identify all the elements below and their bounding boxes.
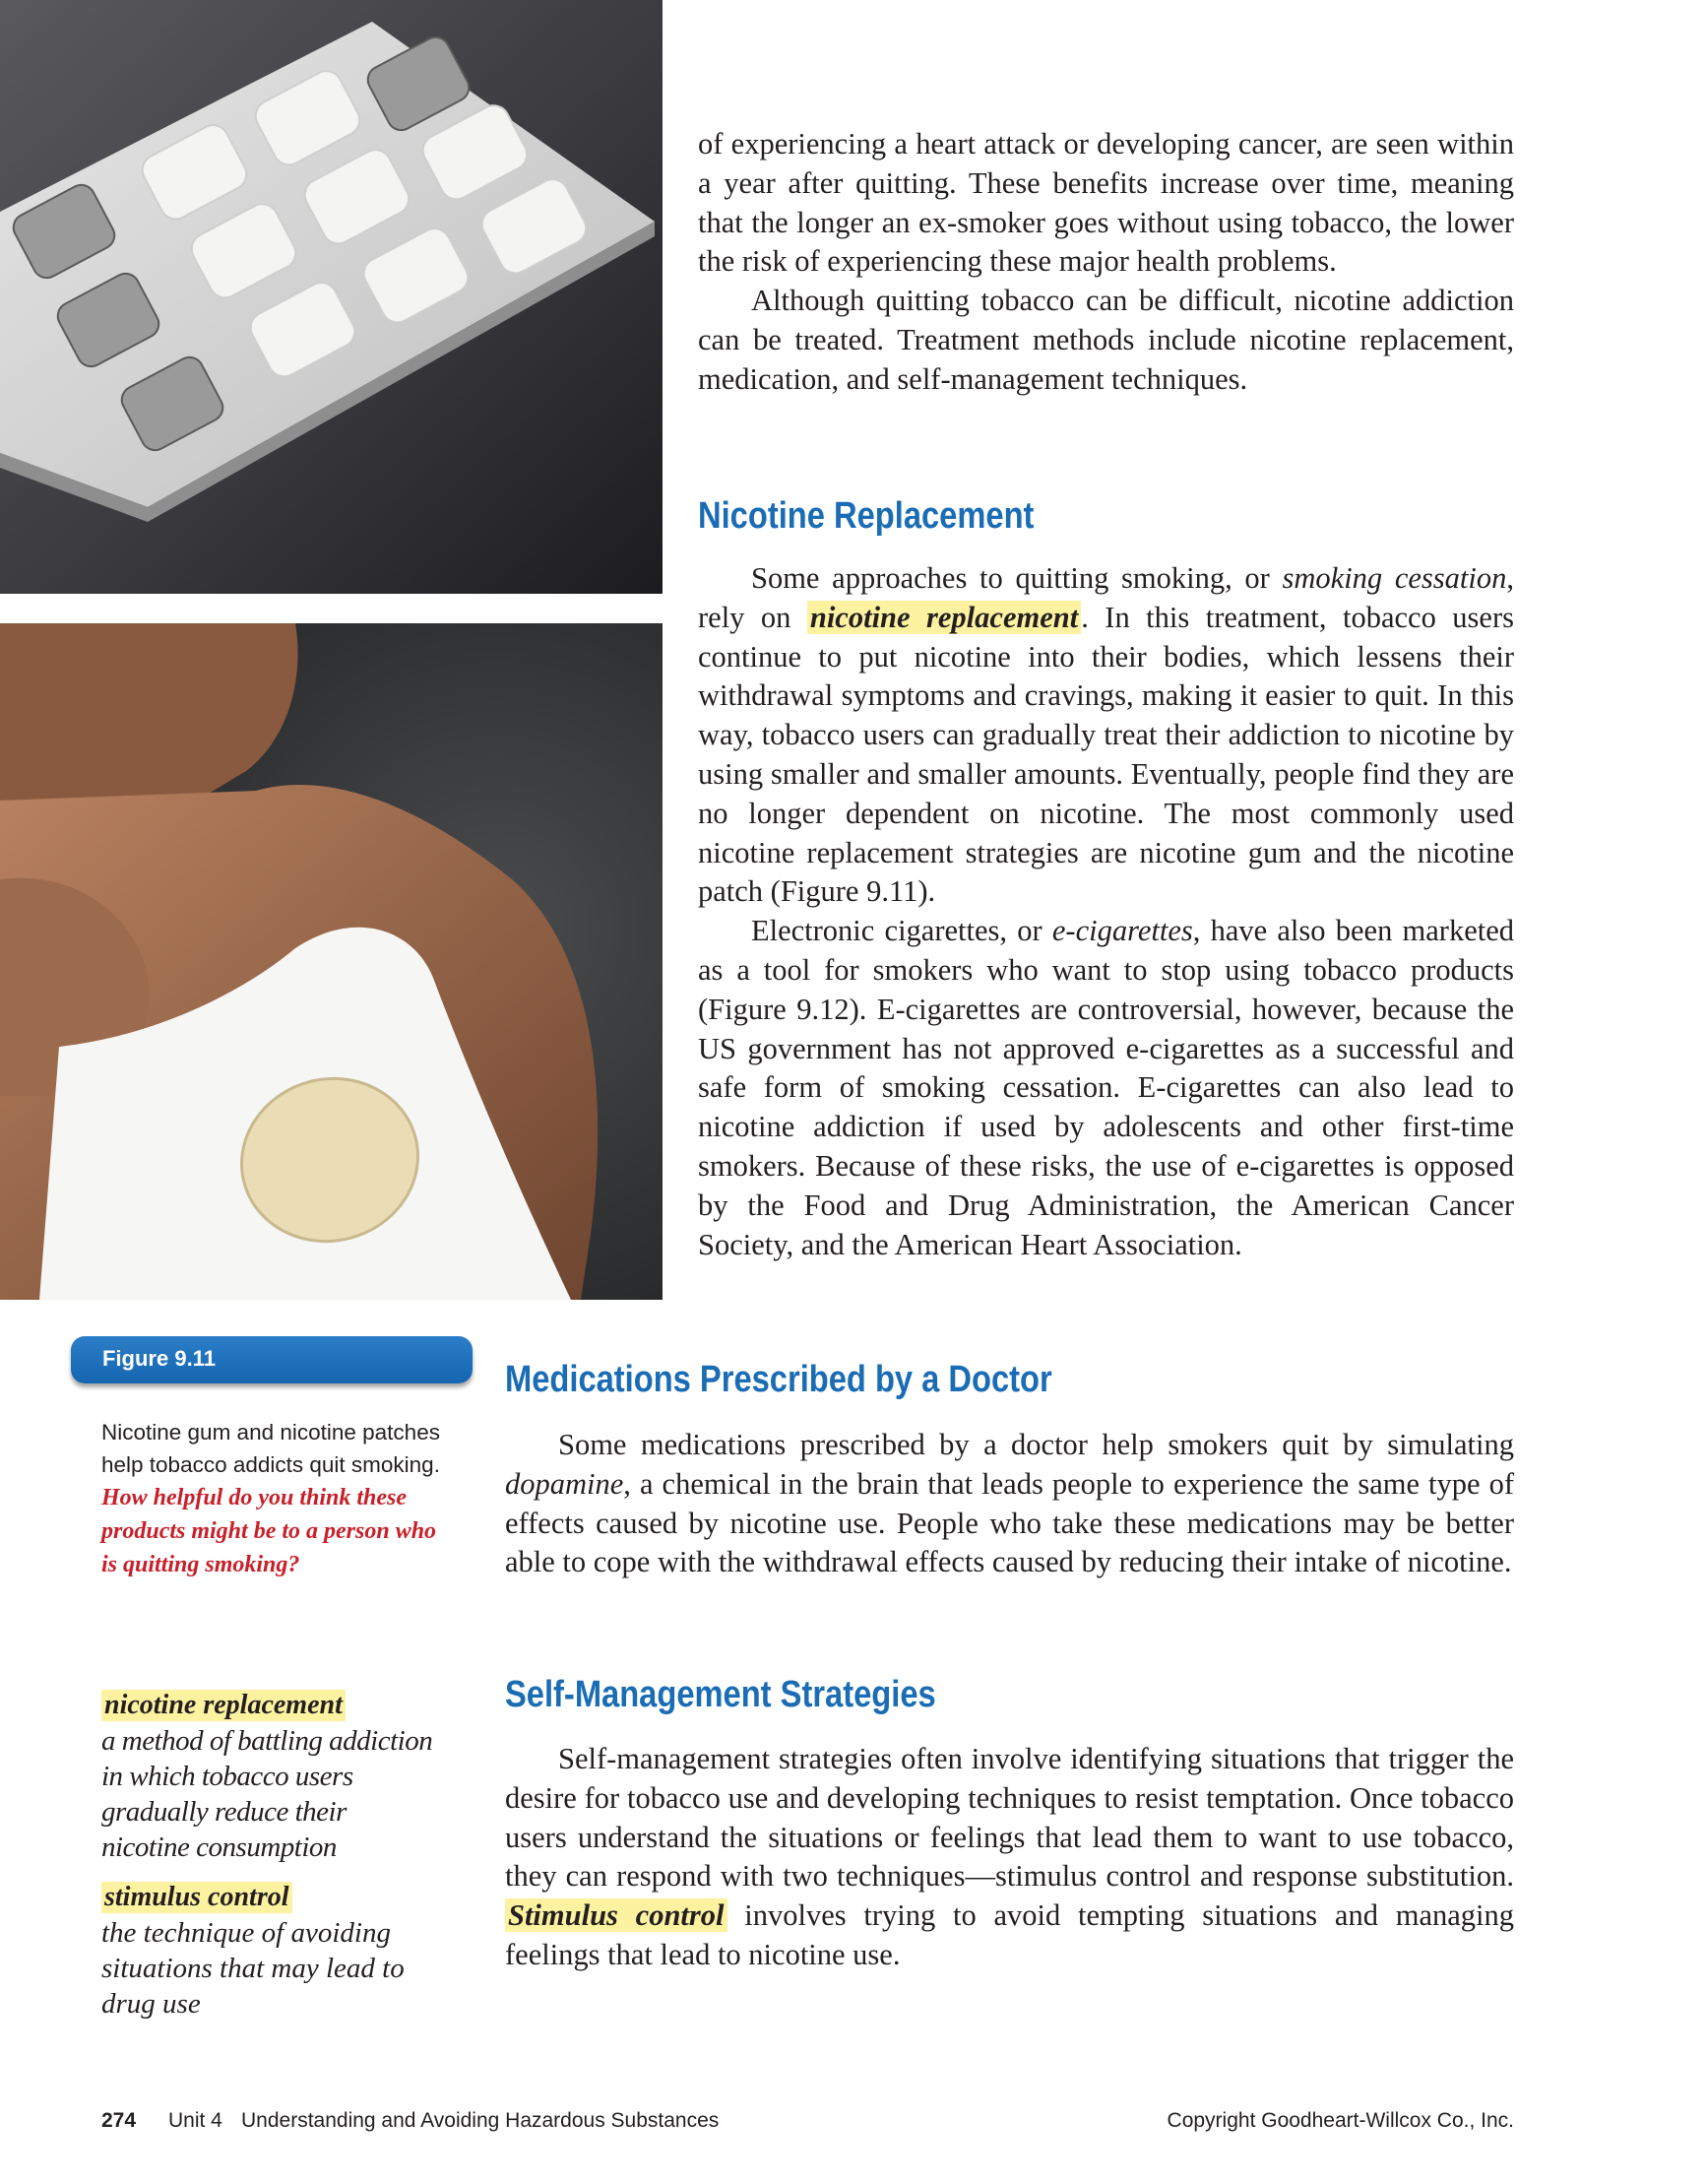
nicotine-gum-photo (0, 0, 663, 594)
text-span: Electronic cigarettes, or (751, 914, 1052, 948)
unit-label: Unit 4 (168, 2109, 222, 2132)
emphasis-e-cigarettes: e-cigarettes (1051, 914, 1193, 948)
medications-text (505, 1426, 1514, 1582)
unit-title: Understanding and Avoiding Hazardous Substances (241, 2109, 720, 2132)
heading-nicotine-replacement: Nicotine Replacement (698, 495, 1035, 537)
text-span: Some medications prescribed by a doctor help smokers quit by simulating (558, 1428, 1514, 1461)
self-management-text (505, 1740, 1514, 1975)
nicotine-paragraph-1 (698, 559, 1514, 912)
caption-text: Nicotine gum and nicotine patches help tobacco addicts quit smoking. (101, 1420, 440, 1477)
glossary-term-nicotine-replacement: nicotine replacement (101, 1690, 346, 1721)
text-span: , have also been marketed as a tool for smokers who want to stop using tobacco products (Figure 9.12). E-cigarettes are controversial, however, because the US government has not approved e-cigarettes as a successful and safe form of smoking cessation. E-cigarettes can also lead to nicotine addiction if used by adolescents and other first-time smokers. Because of these risks, the use of e-cigarettes is opposed by the Food and Drug Administration, the American Cancer Society, and the American Heart Association. (698, 914, 1515, 1261)
text-span: , rely on (698, 561, 1514, 634)
medications-paragraph (505, 1426, 1514, 1582)
key-term-nicotine-replacement: nicotine replacement (807, 601, 1081, 634)
heading-medications: Medications Prescribed by a Doctor (505, 1359, 1052, 1400)
text-span: . In this treatment, tobacco users continue to put nicotine into their bodies, which lessens their withdrawal symptoms and cravings, making it easier to quit. In this way, tobacco users can gradually treat their addiction to nicotine by using smaller and smaller amounts. Eventually, people find they are no longer dependent on nicotine. The most commonly used nicotine replacement strategies are nicotine gum and the nicotine patch (Figure 9.11). (698, 600, 1514, 909)
heading-self-management: Self-Management Strategies (505, 1674, 936, 1715)
nicotine-patch-photo (0, 623, 663, 1300)
text-span: Some approaches to quitting smoking, or (751, 561, 1283, 595)
glossary-definition-stimulus-control: the technique of avoiding situations that may lead to drug use (101, 1917, 405, 2020)
caption-question: How helpful do you think these products might be to a person who is quitting smoking? (101, 1485, 437, 1577)
key-term-stimulus-control: Stimulus control (505, 1898, 727, 1932)
figure-label: Figure 9.11 (102, 1346, 216, 1371)
intro-text (698, 125, 1514, 400)
glossary-term-stimulus-control: stimulus control (101, 1882, 292, 1913)
text-span: involves trying to avoid tempting situations and managing feelings that lead to nicotine use. (505, 1898, 1514, 1971)
nicotine-replacement-text (698, 559, 1514, 1264)
page-footer (101, 2109, 1514, 2139)
text-span: , a chemical in the brain that leads people to experience the same type of effects caused by nicotine use. People who take these medications may be better able to cope with the withdrawal effects caused by reducing their intake of nicotine. (505, 1466, 1514, 1579)
page-number: 274 (101, 2109, 137, 2132)
figure-caption (101, 1416, 446, 1581)
emphasis-dopamine: dopamine (505, 1466, 624, 1501)
copyright-notice: Copyright Goodheart-Willcox Co., Inc. (1167, 2109, 1514, 2132)
figure-label-tab (71, 1336, 473, 1383)
emphasis-smoking-cessation: smoking cessation (1282, 561, 1507, 595)
nicotine-paragraph-2 (698, 912, 1514, 1264)
self-management-paragraph (505, 1740, 1514, 1975)
text-span: Self-management strategies often involve identifying situations that trigger the desire for tobacco use and developing techniques to resist temptation. Once tobacco users understand the situations or feelings that lead them to want to use tobacco, they can respond with two techniques—stimulus control and response substitution. (505, 1742, 1514, 1894)
intro-paragraph-1: of experiencing a heart attack or developing cancer, are seen within a year after quitting. These benefits increase over time, meaning that the longer an ex-smoker goes without using tobacco, the lower the risk of experiencing these major health problems. (698, 127, 1514, 279)
glossary-definition-nicotine-replacement: a method of battling addiction in which tobacco users gradually reduce their nicotine consumption (101, 1725, 433, 1863)
intro-paragraph-2: Although quitting tobacco can be difficult, nicotine addiction can be treated. Treatment methods include nicotine replacement, medication, and self-management techniques. (698, 284, 1514, 396)
